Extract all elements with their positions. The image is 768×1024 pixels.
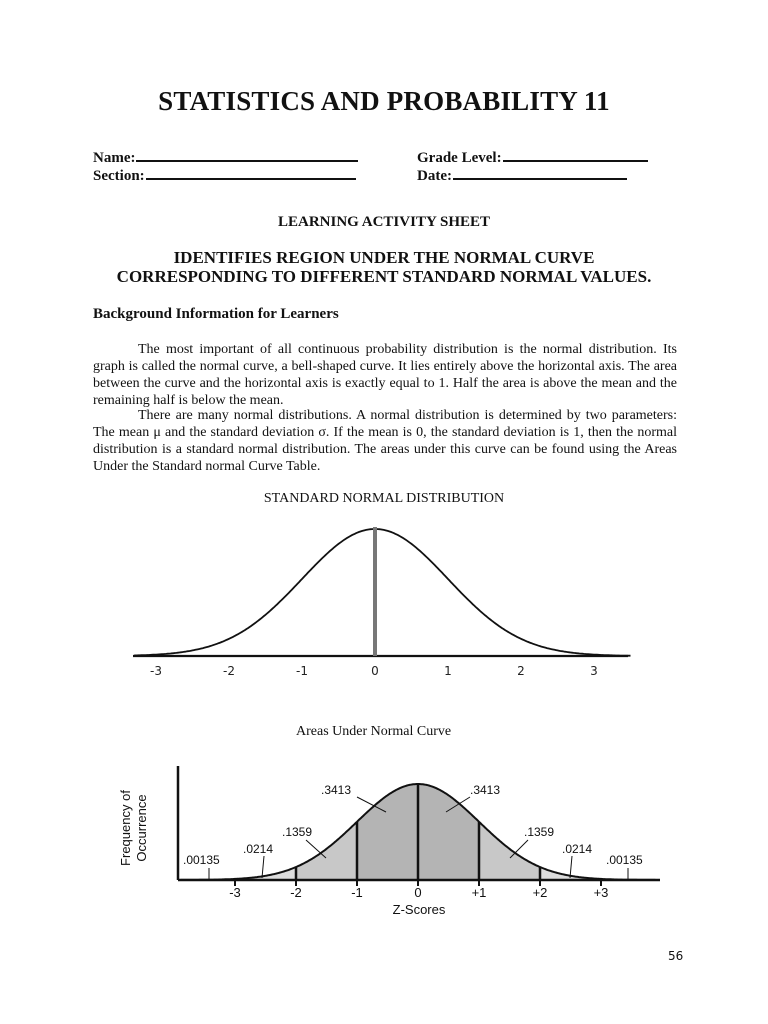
area-region [418, 784, 479, 880]
x-tick-label: -3 [150, 664, 162, 678]
grade-level-label: Grade Level: [417, 150, 502, 166]
area-label: .3413 [470, 783, 501, 797]
heading-line-1: IDENTIFIES REGION UNDER THE NORMAL CURVE [173, 248, 595, 267]
section-label: Section: [93, 168, 145, 184]
x-tick-label: 3 [590, 664, 598, 678]
date-label: Date: [417, 168, 452, 184]
paragraph-1-text: The most important of all continuous probability distribution is the normal distribution. Its graph is called the normal curve, a bell-shaped curve. It lies entirely above the horizontal axis. The area between the curve and the horizontal axis is exactly equal to 1. Half the area is above the mean and the remaining half is below the mean. [93, 342, 677, 408]
page-number: 56 [668, 949, 684, 963]
x-axis-label: Z-Scores [392, 902, 446, 917]
leader-line [262, 856, 264, 878]
area-label: .00135 [183, 853, 220, 867]
area-label: .3413 [321, 783, 352, 797]
x-tick-label: -3 [229, 885, 241, 900]
paragraph-2-text: There are many normal distributions. A normal distribution is determined by two parameters: The mean μ and the standard deviation σ. If the mean is 0, the standard deviation is 1, then the normal distribution is a standard normal distribution. The areas under this curve can be found using the Areas Under the Standard normal Curve Table. [93, 408, 677, 474]
area-region [357, 784, 418, 880]
x-tick-label: -1 [351, 885, 363, 900]
x-tick-label: +1 [471, 885, 487, 900]
x-tick-label: -1 [296, 664, 308, 678]
x-tick-label: 0 [371, 664, 379, 678]
x-tick-label: 2 [517, 664, 525, 678]
y-axis-label [118, 790, 149, 866]
area-label: .0214 [243, 842, 274, 856]
leader-line [570, 856, 572, 878]
y-axis-label-line: Occurrence [134, 794, 149, 862]
x-tick-label: -2 [290, 885, 302, 900]
name-label: Name: [93, 150, 136, 166]
x-tick-label: 1 [444, 664, 452, 678]
sheet-label: LEARNING ACTIVITY SHEET [278, 214, 490, 230]
page-title: STATISTICS AND PROBABILITY 11 [158, 86, 610, 116]
area-label: .1359 [524, 825, 555, 839]
y-axis-label-line: Frequency of [118, 790, 133, 866]
area-label: .1359 [282, 825, 313, 839]
area-label: .00135 [606, 853, 643, 867]
chart2-title: Areas Under Normal Curve [296, 724, 452, 739]
chart1-title: STANDARD NORMAL DISTRIBUTION [263, 491, 505, 506]
x-tick-label: +3 [593, 885, 609, 900]
heading-line-2: CORRESPONDING TO DIFFERENT STANDARD NORMAL VALUES. [116, 267, 652, 286]
x-tick-label: 0 [414, 885, 422, 900]
area-label: .0214 [562, 842, 593, 856]
x-tick-label: +2 [532, 885, 548, 900]
section-heading: Background Information for Learners [93, 306, 339, 322]
x-tick-label: -2 [223, 664, 235, 678]
